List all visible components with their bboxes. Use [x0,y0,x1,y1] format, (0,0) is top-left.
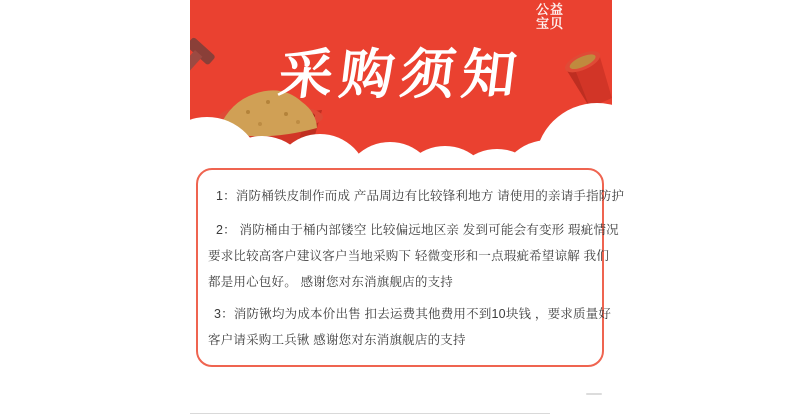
notice-line: 3：消防锹均为成本价出售 扣去运费其他费用不到10块钱 ，要求质量好 [214,307,612,321]
section-divider [190,413,550,414]
page-title-text: 采购须知 [275,45,527,105]
cloud-decoration [535,103,612,168]
banner-header [190,0,612,168]
page-title [190,44,612,106]
notice-line: 客户请采购工兵锹 感谢您对东消旗舰店的支持 [208,333,466,347]
notice-line: 2： 消防桶由于桶内部镂空 比较偏远地区亲 发到可能会有变形 瑕疵情况 [216,223,619,237]
notice-line: 都是用心包好。 感谢您对东消旗舰店的支持 [208,275,453,289]
charity-badge-line2: 宝贝 [535,16,564,31]
notice-box [196,168,625,367]
charity-badge-line1: 公益 [535,2,564,17]
decor-dash [586,393,602,395]
notice-line: 1：消防桶铁皮制作而成 产品周边有比较锋利地方 请使用的亲请手指防护 [216,189,625,203]
notice-line: 要求比较高客户建议客户当地采购下 轻微变形和一点瑕疵希望谅解 我们 [208,249,610,263]
charity-badge [536,3,564,31]
